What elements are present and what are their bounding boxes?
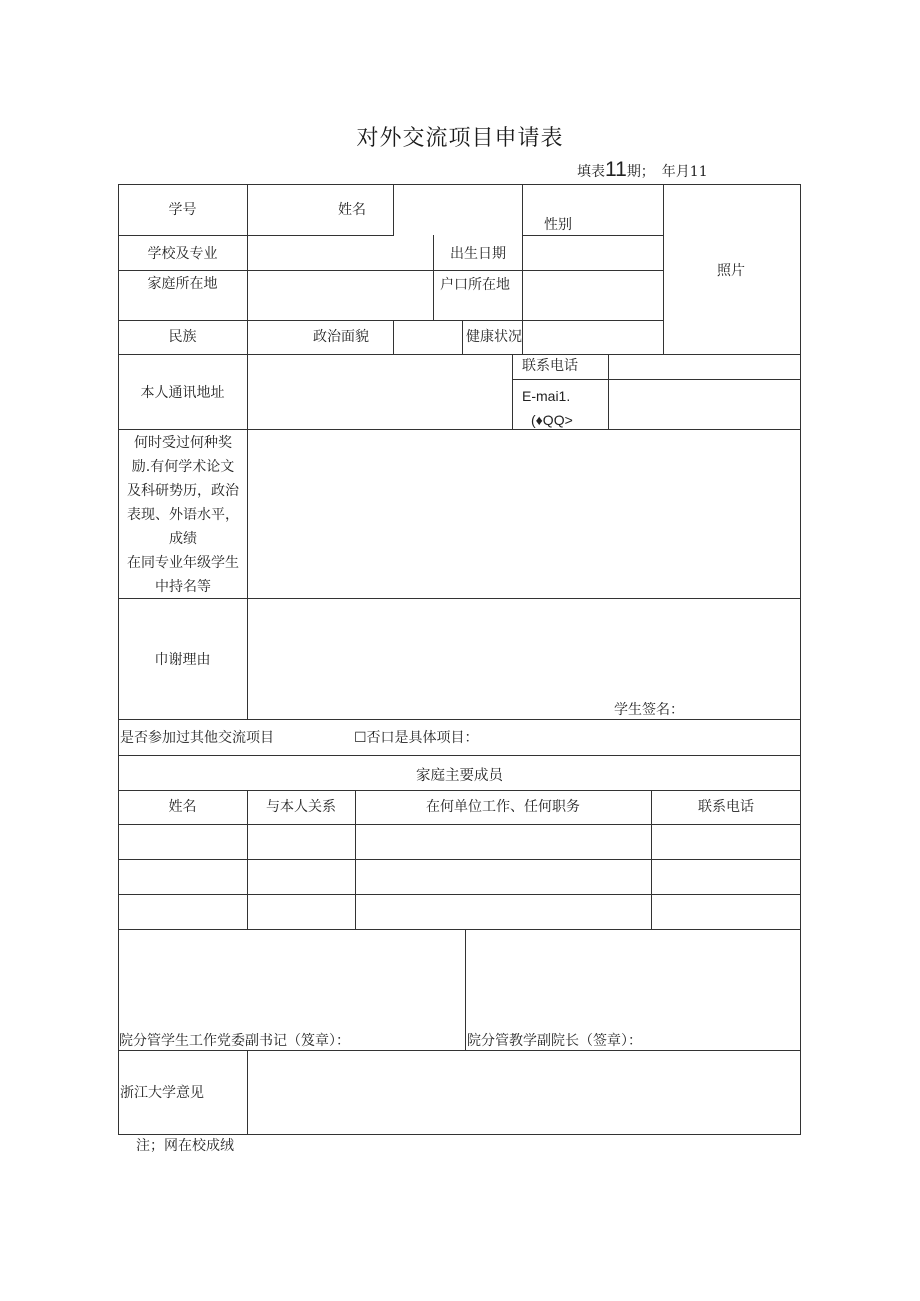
footnote: 注；网在校成绒 — [136, 1138, 234, 1154]
family-row-1-relation[interactable] — [248, 825, 355, 859]
label-name: 姓名 — [338, 202, 366, 218]
family-row-3-relation[interactable] — [248, 895, 355, 929]
apply-reason-field[interactable] — [248, 599, 800, 699]
awards-line: 及科研势历，政治 — [127, 483, 239, 499]
participated-options[interactable]: ☐否口是具体项目： — [354, 730, 479, 746]
family-row-2-phone[interactable] — [652, 860, 800, 894]
family-row-2-name[interactable] — [119, 860, 247, 894]
label-zju-opinion: 浙江大学意见 — [120, 1085, 204, 1101]
awards-line: 成绩 — [169, 531, 197, 547]
fill-label: 填表 — [577, 164, 605, 180]
fill-suffix: 期； 年月11 — [626, 164, 708, 180]
grid-line — [118, 755, 801, 756]
label-gender: 性别 — [544, 217, 572, 233]
family-row-2-work[interactable] — [356, 860, 651, 894]
awards-line: 励.有何学术论文 — [131, 459, 235, 475]
label-email: E-mai1. — [522, 388, 571, 404]
political-status-field[interactable] — [394, 321, 462, 354]
awards-line: 在同专业年级学生 — [127, 555, 239, 571]
label-contact-phone: 联系电话 — [522, 358, 578, 374]
grid-line — [512, 354, 513, 429]
label-dept-secretary: 院分管学生工作党委副书记（笈章）： — [119, 1033, 350, 1049]
ethnicity-field[interactable] — [248, 321, 308, 354]
label-student-id: 学号 — [168, 202, 197, 218]
email-qq-field[interactable] — [609, 380, 800, 429]
family-row-1-name[interactable] — [119, 825, 247, 859]
health-status-field[interactable] — [530, 321, 663, 354]
label-address: 本人通讯地址 — [140, 385, 225, 401]
label-qq: (♦QQ> — [531, 412, 573, 428]
grid-line — [118, 790, 801, 791]
label-hukou-location: 户口所在地 — [440, 277, 510, 293]
label-health-status: 健康状况 — [466, 329, 522, 345]
school-major-field[interactable] — [248, 236, 433, 270]
contact-phone-field[interactable] — [609, 355, 800, 379]
family-header-phone: 联系电话 — [698, 799, 754, 815]
label-awards — [119, 431, 247, 599]
awards-line: 何时受过何种奖 — [134, 435, 232, 451]
address-field[interactable] — [248, 355, 512, 429]
label-home-location: 家庭所在地 — [147, 276, 218, 292]
family-header-name: 姓名 — [168, 799, 197, 815]
family-row-2-relation[interactable] — [248, 860, 355, 894]
home-location-field[interactable] — [248, 271, 433, 320]
border-right — [800, 184, 801, 1135]
label-political-status: 政治面貌 — [313, 329, 369, 345]
label-apply-reason: 巾谢理由 — [154, 652, 211, 668]
grid-line — [118, 719, 801, 720]
label-student-signature: 学生签名： — [614, 702, 684, 718]
label-birth-date: 出生日期 — [450, 246, 506, 262]
fill-number: 11 — [605, 158, 627, 181]
awards-line: 中持名等 — [155, 579, 211, 595]
label-dept-vice-dean: 院分管教学副院长（签章）： — [467, 1033, 642, 1049]
family-row-3-name[interactable] — [119, 895, 247, 929]
photo-box[interactable] — [664, 185, 800, 354]
zju-opinion-field[interactable] — [248, 1051, 800, 1134]
label-participated: 是否参加过其他交流项目 — [120, 730, 274, 746]
family-section-title: 家庭主要成员 — [416, 768, 503, 784]
family-header-work: 在何单位工作、任何职务 — [426, 799, 580, 815]
awards-field[interactable] — [248, 430, 800, 598]
awards-line: 表现、外语水平， — [127, 507, 239, 523]
birth-date-field[interactable] — [523, 236, 663, 270]
hukou-location-field[interactable] — [523, 271, 663, 320]
family-header-relation: 与本人关系 — [266, 799, 336, 815]
family-row-3-work[interactable] — [356, 895, 651, 929]
student-id-field[interactable] — [248, 185, 393, 235]
family-row-1-phone[interactable] — [652, 825, 800, 859]
name-field[interactable] — [394, 185, 522, 235]
label-school-major: 学校及专业 — [147, 246, 218, 262]
grid-line — [433, 235, 434, 320]
label-ethnicity: 民族 — [168, 329, 197, 345]
border-bottom — [118, 1134, 801, 1135]
family-row-1-work[interactable] — [356, 825, 651, 859]
label-photo: 照片 — [717, 263, 745, 279]
family-row-3-phone[interactable] — [652, 895, 800, 929]
grid-line — [462, 320, 463, 354]
form-title: 对外交流项目申请表 — [356, 126, 564, 151]
